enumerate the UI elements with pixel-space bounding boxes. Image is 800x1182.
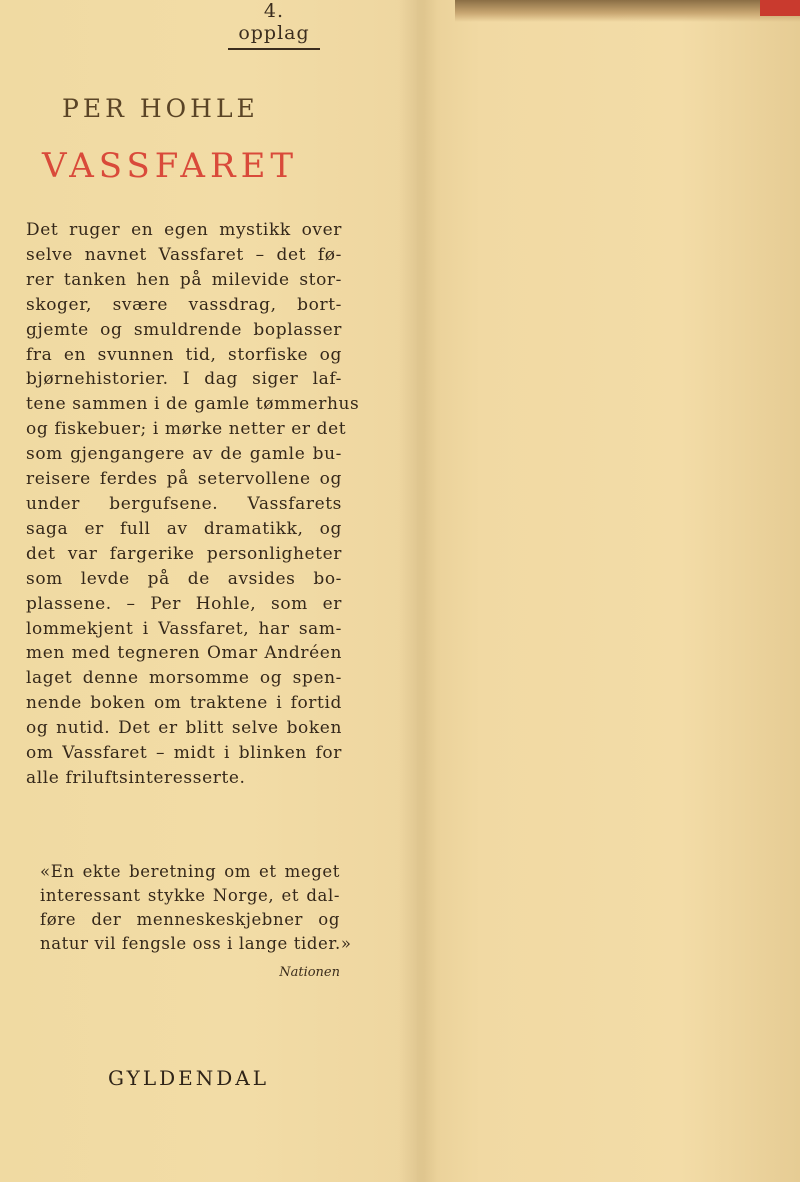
blurb-line: saga er full av dramatikk, og: [26, 518, 342, 539]
blurb-text: [26, 218, 360, 791]
blurb-line: under bergufsene. Vassfarets: [26, 493, 342, 514]
publisher-name: GYLDENDAL: [108, 1066, 270, 1090]
blurb-line: bjørnehistorier. I dag siger laf-: [26, 369, 342, 390]
blurb-line: det var fargerike personligheter: [26, 543, 342, 564]
blurb-line: skoger, svære vassdrag, bort-: [26, 294, 342, 315]
quote-line: natur vil fengsle oss i lange tider.»: [40, 934, 352, 953]
quote-source: Nationen: [279, 965, 340, 980]
blurb-line: Det ruger en egen mystikk over: [26, 220, 342, 240]
book-title: VASSFARET: [42, 146, 299, 186]
blurb-line: og fiskebuer; i mørke netter er det: [26, 419, 347, 440]
blurb-line: laget denne morsomme og spen-: [26, 668, 342, 689]
blurb-line: tene sammen i de gamle tømmerhus: [26, 394, 360, 415]
quote-line: interessant stykke Norge, et dal-: [40, 886, 340, 905]
blurb-line: om Vassfaret – midt i blinken for: [26, 743, 342, 764]
quote-line: «En ekte beretning om et meget: [40, 862, 340, 881]
blurb-line: nende boken om traktene i fortid: [26, 693, 342, 714]
blurb-line: gjemte og smuldrende boplasser: [26, 319, 342, 340]
blurb-line: men med tegneren Omar Andréen: [26, 643, 342, 664]
quote-line: føre der menneskeskjebner og: [40, 910, 340, 929]
page-fold-shadow: [398, 0, 438, 1182]
review-quote: [40, 860, 352, 956]
blurb-line: lommekjent i Vassfaret, har sam-: [26, 618, 342, 639]
blurb-line: som gjengangere av de gamle bu-: [26, 444, 342, 465]
book-top-edge: [455, 0, 800, 22]
red-spine-edge: [760, 0, 800, 16]
edition-label: 4. opplag: [228, 0, 320, 50]
blurb-line: fra en svunnen tid, storfiske og: [26, 344, 342, 365]
blurb-line: rer tanken hen på milevide stor-: [26, 269, 342, 290]
blurb-line: selve navnet Vassfaret – det fø-: [26, 244, 342, 265]
blurb-line: reisere ferdes på setervollene og: [26, 469, 342, 490]
blurb-line: og nutid. Det er blitt selve boken: [26, 718, 342, 739]
blurb-line: plassene. – Per Hohle, som er: [26, 593, 342, 614]
blurb-line: alle friluftsinteresserte.: [26, 767, 246, 788]
author-name: PER HOHLE: [62, 94, 259, 123]
blurb-line: som levde på de avsides bo-: [26, 568, 342, 589]
